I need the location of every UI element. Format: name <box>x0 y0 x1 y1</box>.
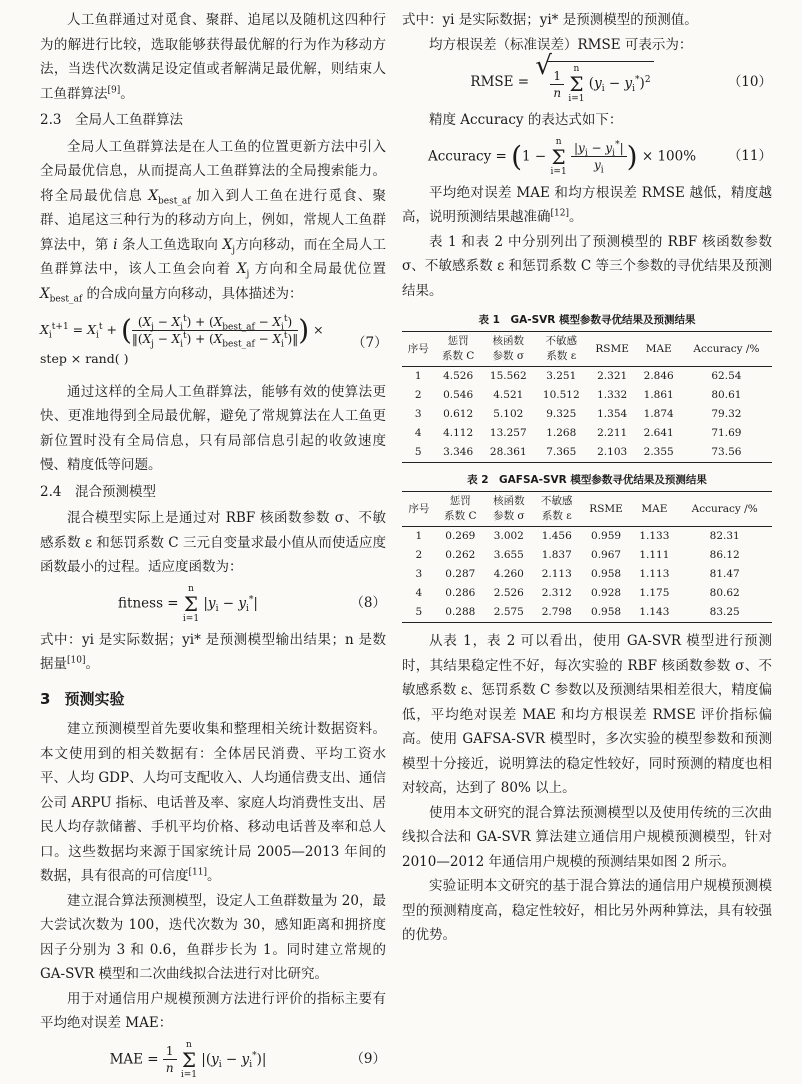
table-cell: 2.113 <box>541 568 572 580</box>
table-cell: 5 <box>415 606 423 618</box>
paragraph-metrics-note: 平均绝对误差 MAE 和均方根误差 RMSE 越低，精度越高，说明预测结果越准确[12]。 <box>402 184 772 225</box>
table-row <box>402 405 772 424</box>
table-cell: 1.268 <box>546 427 577 439</box>
table-cell: 3 <box>415 568 423 580</box>
table-cell: 15.562 <box>489 370 527 382</box>
table-cell: 4.521 <box>493 389 524 401</box>
paragraph-eq8-note: 式中：yi 是实际数据；yi* 是预测模型输出结果；n 是数据量[10]。 <box>40 631 386 672</box>
table-header-cell: RSME <box>589 502 623 515</box>
table-cell: 1 <box>415 530 423 542</box>
table-cell: 2.641 <box>643 427 674 439</box>
table-cell: 80.61 <box>711 389 742 401</box>
table-header-subline: 参数 σ <box>493 510 525 522</box>
table-cell: 83.25 <box>709 606 740 618</box>
table-header-cell: 序号 <box>407 342 429 355</box>
table-cell: 79.32 <box>711 408 742 420</box>
table-cell: 2.575 <box>493 606 524 618</box>
table-cell: 1.332 <box>597 389 628 401</box>
paragraph-eq9-note: 式中：yi 是实际数据；yi* 是预测模型的预测值。 <box>402 12 698 28</box>
table-cell: 10.512 <box>542 389 580 401</box>
paragraph-afsa-behaviors: 人工鱼群通过对觅食、聚群、追尾以及随机这四种行为的解进行比较，选取能够获得最优解的行为作为移动方法，当迭代次数满足设定值或者解满足最优解，则结束人工鱼群算法[9]。 <box>40 12 386 102</box>
table-cell: 4 <box>415 587 423 599</box>
paragraph-data-sources: 建立预测模型首先要收集和整理相关统计数据资料。本文使用到的相关数据有：全体居民消费、平均工资水平、人均 GDP、人均可支配收入、人均通信费支出、通信公司 ARPU 指标、电话普及率、家庭人均消费性支出、居民人均存款储蓄、手机平均价格、移动电话普及率和总人口。这些数据均来源于国家统计局 2005—2013 年间的数据，具有很高的可信度[11]。 <box>40 721 386 884</box>
table-cell: 2.846 <box>643 370 674 382</box>
table-header-cell: 不敏感 系数 ε <box>545 335 578 362</box>
table-header-cell: RSME <box>595 342 629 355</box>
table-cell: 13.257 <box>489 427 527 439</box>
table-cell: 2.526 <box>493 587 524 599</box>
table-cell: 2.355 <box>643 446 674 458</box>
table-cell: 3.251 <box>546 370 577 382</box>
table-cell: 4 <box>414 427 422 439</box>
table-cell: 2.798 <box>541 606 572 618</box>
table-cell: 1.837 <box>541 549 572 561</box>
table-cell: 0.928 <box>591 587 622 599</box>
table-cell: 3.346 <box>443 446 474 458</box>
table-cell: 1.113 <box>639 568 670 580</box>
table-header-cell: MAE <box>641 502 668 515</box>
left-column <box>40 8 386 1084</box>
table-header-subline: 系数 ε <box>541 510 572 522</box>
table-cell: 2.321 <box>597 370 628 382</box>
table-cell: 1.175 <box>639 587 670 599</box>
table-cell: 5 <box>414 446 422 458</box>
equation-11: Accuracy = (1 − n Σ i=1 $\frac{|y_i - y_i^*|}{y_i}$ ) × 100% （11） <box>427 136 772 177</box>
table-cell: 7.365 <box>546 446 577 458</box>
table-header-cell: MAE <box>645 342 672 355</box>
paragraph-tables-intro: 表 1 和表 2 中分别列出了预测模型的 RBF 核函数参数 σ、不敏感系数 ε 和惩罚系数 C 等三个参数的寻优结果及预测结果。 <box>402 233 772 299</box>
paragraph-table-analysis: 从表 1，表 2 可以看出，使用 GA-SVR 模型进行预测时，其结果稳定性不好，每次实验的 RBF 核函数参数 σ、不敏感系数 ε、惩罚系数 C 参数以及预测结果相差很大，精度偏低，平均绝对误差 MAE 和均方根误差 RMSE 评价指标偏高。使用 GAFSA-SVR 模型时，多次实验的模型参数和预测模型十分接近，说明算法的稳定性较好，同时预测的精度也相对较高，达到了 80% 以上。 <box>402 633 772 796</box>
table-cell: 80.62 <box>709 587 740 599</box>
subsection-2-4-heading: 2.4 混合预测模型 <box>40 483 156 500</box>
paragraph-rmse-intro: 均方根误差（标准误差）RMSE 可表示为： <box>429 36 693 53</box>
table-cell: 3 <box>414 408 422 420</box>
table-cell: 73.56 <box>711 446 742 458</box>
table-header-cell: 惩罚 系数 C <box>441 335 475 362</box>
table-cell: 3.002 <box>493 530 524 542</box>
paragraph-figure2-intro: 使用本文研究的混合算法预测模型以及使用传统的三次曲线拟合法和 GA-SVR 算法建立通信用户规模预测模型，针对 2010—2012 年通信用户规模的预测结果如图 2 所示。 <box>402 804 772 870</box>
table-row <box>402 386 772 405</box>
paragraph-global-afsa: 全局人工鱼群算法是在人工鱼的位置更新方法中引入全局最优信息，从而提高人工鱼群算法的全局搜索能力。将全局最优信息 $X_{best\_af}$ 加入到人工鱼在进行觅食、聚群、追尾这三种行为的移动方向上，例如，常规人工鱼群算法中，第 i 条人工鱼选取向 $X_j$方向移动，而在全局人工鱼群算法中，该人工鱼会向着 $X_j$ 方向和全局最优位置 $X_{best\_af}$ 的合成向量方向移动，具体描述为： <box>40 138 387 305</box>
table-row <box>402 443 772 463</box>
table-header-subline: 参数 σ <box>492 350 525 362</box>
table-cell: 0.287 <box>445 568 476 580</box>
table-header-subline: 系数 ε <box>546 350 577 362</box>
table-row <box>402 546 772 565</box>
table-header-cell: 不敏感 系数 ε <box>541 495 573 522</box>
table-cell: 1.861 <box>643 389 674 401</box>
table-cell: 4.112 <box>443 427 474 439</box>
table-1-title: 表 1 GA-SVR 模型参数寻优结果及预测结果 <box>478 314 696 326</box>
table-cell: 0.262 <box>445 549 476 561</box>
table-cell: 1.133 <box>639 530 670 542</box>
table-cell: 0.546 <box>443 389 474 401</box>
table-cell: 62.54 <box>711 370 742 382</box>
paragraph-conclusion: 实验证明本文研究的基于混合算法的通信用户规模预测模型的预测精度高，稳定性较好，相比另外两种算法，具有较强的优势。 <box>402 878 772 943</box>
table-cell: 2.211 <box>597 427 628 439</box>
table-cell: 2 <box>415 549 423 561</box>
table-row <box>402 367 772 387</box>
table-2 <box>402 491 772 623</box>
equation-9: MAE = $\frac{1}{n}$ n Σ i=1 $|(y_i - y_i^*)|$ （9） <box>109 1039 386 1080</box>
table-cell: 28.361 <box>489 446 527 458</box>
table-cell: 1.354 <box>597 408 628 420</box>
table-1 <box>402 331 772 463</box>
table-header-subline: 系数 C <box>441 350 475 362</box>
table-header-cell: 惩罚 系数 C <box>444 495 477 522</box>
table-row <box>402 565 772 584</box>
table-header-subline: 系数 C <box>444 510 477 522</box>
table-header-cell: 核函数 参数 σ <box>492 335 525 362</box>
table-cell: 4.526 <box>443 370 474 382</box>
table-cell: 82.31 <box>709 530 740 542</box>
table-cell: 3.655 <box>493 549 524 561</box>
paragraph-global-afsa-benefit: 通过这样的全局人工鱼群算法，能够有效的使算法更快、更准地得到全局最优解，避免了常规算法在人工鱼更新位置时没有全局信息，只有局部信息引起的收敛速度慢、精度低等问题。 <box>40 383 386 473</box>
table-row <box>402 527 772 547</box>
table-cell: 4.260 <box>493 568 524 580</box>
table-cell: 2 <box>414 389 422 401</box>
table-cell: 1.111 <box>639 549 670 561</box>
table-cell: 1.456 <box>541 530 572 542</box>
table-row <box>402 603 772 623</box>
table-cell: 9.325 <box>546 408 577 420</box>
table-cell: 86.12 <box>709 549 740 561</box>
equation-8: fitness = n Σ i=1 $|y_i - y_i^*|$ （8） <box>118 583 386 624</box>
table-row <box>402 424 772 443</box>
table-cell: 2.312 <box>541 587 572 599</box>
table-cell: 0.612 <box>443 408 474 420</box>
table-cell: 0.269 <box>445 530 476 542</box>
table-cell: 0.967 <box>591 549 622 561</box>
table-cell: 0.958 <box>591 568 622 580</box>
table-cell: 5.102 <box>493 408 524 420</box>
table-cell: 1 <box>414 370 422 382</box>
table-cell: 2.103 <box>597 446 628 458</box>
subsection-2-3-heading: 2.3 全局人工鱼群算法 <box>40 112 183 128</box>
table-header-cell: Accuracy /% <box>693 342 760 355</box>
table-cell: 1.874 <box>643 408 674 420</box>
table-cell: 71.69 <box>711 427 742 439</box>
paragraph-accuracy-intro: 精度 Accuracy 的表达式如下： <box>429 112 623 128</box>
table-header-cell: Accuracy /% <box>691 502 758 515</box>
table-cell: 0.959 <box>591 530 622 542</box>
table-row <box>402 584 772 603</box>
table-cell: 1.143 <box>639 606 670 618</box>
table-cell: 0.286 <box>445 587 476 599</box>
table-cell: 0.288 <box>445 606 476 618</box>
section-3-heading: 3 预测实验 <box>40 689 125 708</box>
table-2-title: 表 2 GAFSA-SVR 模型参数寻优结果及预测结果 <box>467 474 707 486</box>
right-column <box>402 8 772 948</box>
table-header-cell: 序号 <box>408 502 430 515</box>
paragraph-mae-intro: 用于对通信用户规模预测方法进行评价的指标主要有平均绝对误差 MAE： <box>40 990 386 1031</box>
equation-7: $X_i^{t+1} = X_i^t$ + ( $\frac{(X_j - X_i^t) + (X_{best\_af} - X_i^t)}{‖(X_j - X_i^t) + (X_{best\_af} - X_i^t)‖}$ ) × step × rand( ) （7） <box>40 313 388 366</box>
table-cell: 0.958 <box>591 606 622 618</box>
paragraph-hybrid-model: 混合模型实际上是通过对 RBF 核函数参数 σ、不敏感系数 ε 和惩罚系数 C 三元自变量求最小值从而使适应度函数最小的过程。适应度函数为： <box>40 510 386 575</box>
equation-10: RMSE = √ $\frac{1}{n}$ n Σ i=1 $(y_i - y_i^*)^2$ （10） <box>402 61 772 104</box>
table-header-cell: 核函数 参数 σ <box>493 495 525 522</box>
table-cell: 81.47 <box>709 568 740 580</box>
paragraph-model-setup: 建立混合算法预测模型，设定人工鱼群数量为 20，最大尝试次数为 100，迭代次数为 30，感知距离和拥挤度因子分别为 3 和 0.6，鱼群步长为 1。同时建立常规的 GA-SVR 模型和二次曲线拟合法进行对比研究。 <box>40 892 386 982</box>
